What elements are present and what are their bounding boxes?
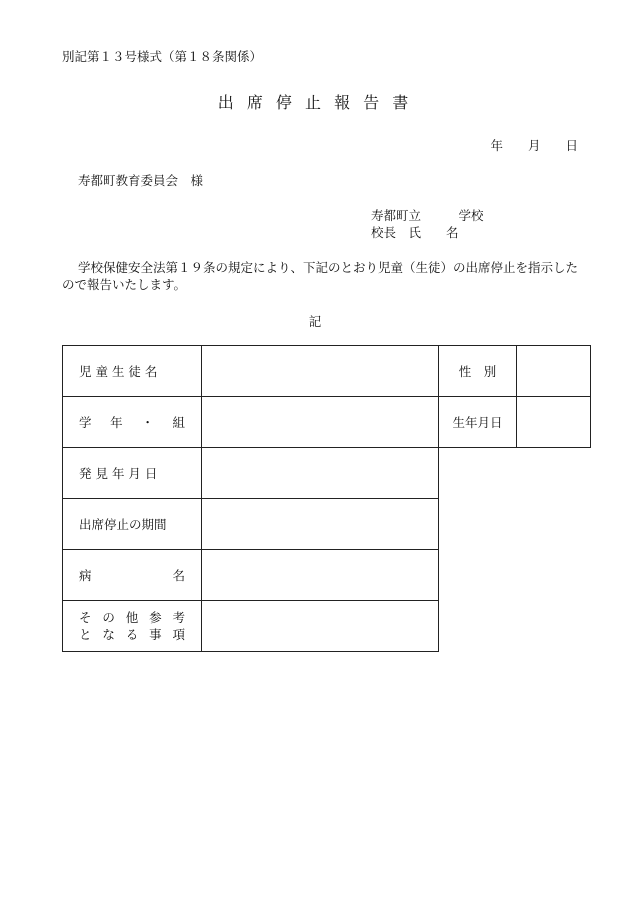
table-row: [63, 499, 591, 550]
suspension-period-field[interactable]: [202, 499, 439, 550]
disease-name-label: 病 名: [63, 550, 202, 601]
grade-class-label: 学 年 ・ 組: [63, 397, 202, 448]
school-name-line: 寿都町立 学校: [371, 208, 484, 223]
report-body-text: 学校保健安全法第１９条の規定により、下記のとおり児童（生徒）の出席停止を指示したので報告いたします。: [62, 260, 579, 292]
table-row: [63, 550, 591, 601]
disease-name-field[interactable]: [202, 550, 439, 601]
student-name-label: 児 童 生 徒 名: [63, 346, 202, 397]
principal-name-line: 校長 氏 名: [371, 225, 459, 240]
other-notes-field[interactable]: [202, 601, 439, 652]
table-row: [63, 397, 591, 448]
sex-label: 性 別: [439, 346, 517, 397]
addressee: 寿都町教育委員会 様: [78, 173, 204, 188]
student-name-field[interactable]: [202, 346, 439, 397]
sex-field[interactable]: [517, 346, 591, 397]
birthdate-label: 生年月日: [439, 397, 517, 448]
table-row: [63, 601, 591, 652]
discovery-date-field[interactable]: [202, 448, 439, 499]
discovery-date-label: 発 見 年 月 日: [63, 448, 202, 499]
document-title: 出 席 停 止 報 告 書: [217, 93, 413, 112]
table-row: [63, 448, 591, 499]
date-line: 年 月 日: [490, 138, 578, 153]
grade-class-field[interactable]: [202, 397, 439, 448]
suspension-period-label: 出席停止の期間: [63, 499, 202, 550]
table-row: [63, 346, 591, 397]
ki-label: 記: [308, 314, 322, 329]
report-form-table: [62, 345, 591, 652]
birthdate-field[interactable]: [517, 397, 591, 448]
form-number: 別記第１３号様式（第１８条関係）: [62, 49, 263, 64]
other-notes-label: そ の 他 参 考 と な る 事 項: [63, 601, 202, 652]
